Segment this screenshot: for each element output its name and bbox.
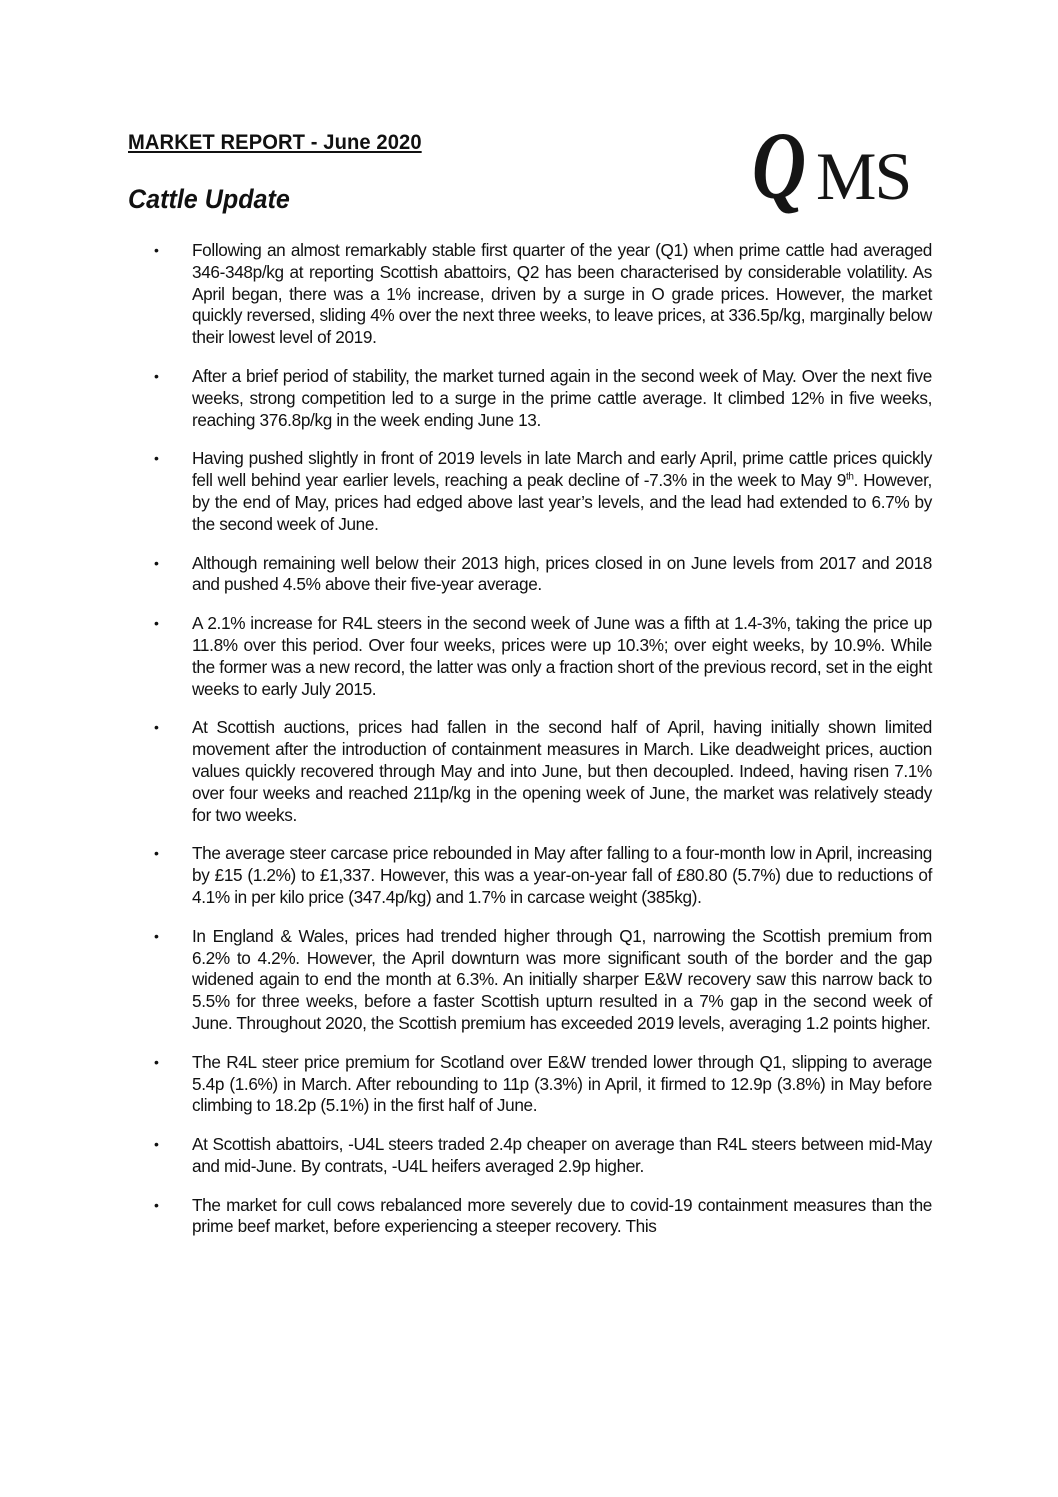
bullet-text-before: Having pushed slightly in front of 2019 levels in late March and early April, prime cattle prices quickly fell well behind year earlier levels, reaching a peak decline of -7.3% in the week to May 9 [192, 448, 932, 491]
bullet-item [150, 613, 932, 700]
bullet-icon: • [154, 615, 159, 632]
bullet-icon: • [154, 242, 159, 258]
bullet-icon: • [154, 927, 159, 944]
bullet-icon: • [154, 1136, 159, 1153]
bullet-item [150, 553, 932, 597]
bullet-text: After a brief period of stability, the market turned again in the second week of May. Over the next five weeks, strong competition led to a surge in the prime cattle average. It climbed 12% in five weeks, reaching 376.8p/kg in the week ending June 13. [192, 365, 932, 430]
bullet-text: The R4L steer price premium for Scotland over E&W trended lower through Q1, slipping to average 5.4p (1.6%) in March. After rebounding to 11p (3.3%) in April, it firmed to 12.9p (3.8%) in May before climbing to 18.2p (5.1%) in the first half of June. [192, 1051, 932, 1116]
bullet-text: In England & Wales, prices had trended higher through Q1, narrowing the Scottish premium from 6.2% to 4.2%. However, the April downturn was more significant south of the border and the gap widened again to end the month at 6.3%. An initially sharper E&W recovery saw this narrow back to 5.5% for three weeks, before a faster Scottish upturn resulted in a 7% gap in the second week of June. Throughout 2020, the Scottish premium has exceeded 2019 levels, averaging 1.2 points higher. [192, 925, 932, 1033]
bullet-list [150, 240, 932, 1255]
report-title: MARKET REPORT - June 2020 [128, 131, 422, 154]
superscript: th [845, 471, 854, 483]
qms-logo [752, 112, 942, 224]
bullet-text: Although remaining well below their 2013 high, prices closed in on June levels from 2017 and 2018 and pushed 4.5% above their five-year average. [192, 552, 932, 595]
bullet-item [150, 1052, 932, 1117]
bullet-text: Following an almost remarkably stable first quarter of the year (Q1) when prime cattle had averaged 346-348p/kg at reporting Scottish abattoirs, Q2 has been characterised by considerable volatility. As April began, there was a 1% increase, driven by a surge in O grade prices. However, the market quickly reversed, sliding 4% over the next three weeks, to leave prices, at 336.5p/kg, marginally below their lowest level of 2019. [192, 240, 932, 348]
bullet-item [150, 1134, 932, 1178]
bullet-text: At Scottish abattoirs, -U4L steers traded 2.4p cheaper on average than R4L steers between mid-May and mid-June. By contrats, -U4L heifers averaged 2.9p higher. [192, 1134, 932, 1176]
bullet-icon: • [154, 450, 159, 467]
bullet-text: At Scottish auctions, prices had fallen in the second half of April, having initially shown limited movement after the introduction of containment measures in March. Like deadweight prices, auction values quickly recovered through May and into June, but then decoupled. Indeed, having risen 7.1% over four weeks and reached 211p/kg in the opening week of June, the market was relatively steady for two weeks. [192, 717, 932, 825]
bullet-item [150, 448, 932, 535]
bullet-text-after: . However, by the end of May, prices had edged above last year’s levels, and the lead had extended to 6.7% by the second week of June. [192, 470, 932, 534]
bullet-icon: • [154, 719, 159, 736]
logo-ms: MS [816, 138, 911, 214]
bullet-text: The average steer carcase price rebounded in May after falling to a four-month low in April, increasing by £15 (1.2%) to £1,337. However, this was a year-on-year fall of £80.80 (5.7%) due to reductions of 4.1% in per kilo price (347.4p/kg) and 1.7% in carcase weight (385kg). [192, 843, 932, 907]
bullet-item [150, 240, 932, 349]
bullet-text: A 2.1% increase for R4L steers in the second week of June was a fifth at 1.4-3%, taking the price up 11.8% over this period. Over four weeks, prices were up 10.3%; over eight weeks, by 10.9%. While the former was a new record, the latter was only a fraction short of the previous record, set in the eight weeks to early July 2015. [192, 613, 932, 699]
bullet-icon: • [154, 1053, 159, 1070]
bullet-icon: • [154, 554, 159, 571]
bullet-icon: • [154, 1196, 159, 1213]
bullet-item [150, 717, 932, 826]
bullet-icon: • [154, 367, 159, 384]
logo-q: Q [752, 112, 807, 219]
section-title: Cattle Update [128, 184, 290, 214]
bullet-text: The market for cull cows rebalanced more severely due to covid-19 containment measures than the prime beef market, before experiencing a steeper recovery. This [192, 1194, 932, 1237]
bullet-item [150, 843, 932, 908]
bullet-item [150, 366, 932, 431]
bullet-item [150, 1195, 932, 1239]
bullet-item [150, 926, 932, 1035]
bullet-icon: • [154, 845, 159, 862]
